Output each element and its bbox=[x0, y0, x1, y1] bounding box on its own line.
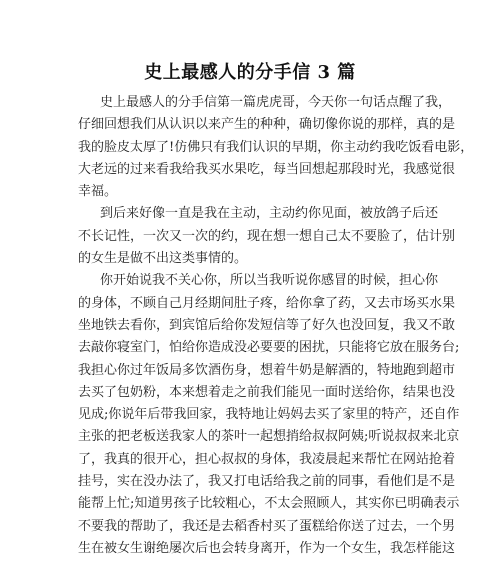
text-line: 坐地铁去看你，到宾馆后给你发短信等了好久也没回复，我又不敢 bbox=[78, 317, 456, 333]
text-line: 不要我的帮助了，我还是去稻香村买了蛋糕给你送了过去，一个男 bbox=[78, 518, 456, 534]
text-line: 见成;你说年后带我回家，我特地让妈妈去买了家里的特产，还自作 bbox=[78, 407, 460, 423]
document-body bbox=[78, 92, 474, 560]
text-line: 去敲你寝室门，怕给你造成没必要要的困扰，只能将它放在服务台; bbox=[78, 340, 460, 356]
paragraph-3 bbox=[78, 270, 460, 560]
text-line: 大老远的过来看我给我买水果吃，每当回想起那段时光，我感觉很 bbox=[78, 161, 456, 177]
text-line: 幸福。 bbox=[78, 184, 118, 200]
text-line: 挂号，实在没办法了，我又打电话给我之前的同事，看他们是不是 bbox=[78, 474, 456, 490]
text-line: 我的脸皮太厚了!仿佛只有我们认识的早期，你主动约我吃饭看电影， bbox=[78, 139, 474, 155]
text-line: 了，我真的很开心，担心叔叔的身体，我凌晨起来帮忙在网站抢着 bbox=[78, 451, 456, 467]
text-line: 生在被女生谢绝屡次后也会转身离开，作为一个女生，我怎样能这 bbox=[78, 540, 456, 556]
text-line: 主张的把老板送我家人的茶叶一起想捎给叔叔阿姨;听说叔叔来北京 bbox=[78, 429, 460, 445]
text-line: 能帮上忙;知道男孩子比较粗心，不太会照顾人，其实你已明确表示 bbox=[78, 496, 460, 512]
text-line: 你开始说我不关心你，所以当我听说你感冒的时候，担心你 bbox=[100, 273, 439, 289]
paragraph-1 bbox=[78, 92, 474, 203]
text-line: 到后来好像一直是我在主动，主动约你见面，被放鸽子后还 bbox=[100, 206, 439, 222]
paragraph-2 bbox=[78, 203, 456, 270]
text-line: 不长记性，一次又一次的约，现在想一想自己太不要脸了，估计别 bbox=[78, 228, 456, 244]
text-line: 的身体，不顾自己月经期间肚子疼，给你拿了药，又去市场买水果 bbox=[78, 295, 456, 311]
text-line: 去买了包奶粉，本来想着走之前我们能见一面时送给你，结果也没 bbox=[78, 384, 456, 400]
text-line: 我担心你过年饭局多饮酒伤身，想着牛奶是解酒的，特地跑到超市 bbox=[78, 362, 456, 378]
text-line: 仔细回想我们从认识以来产生的种种，确切像你说的那样，真的是 bbox=[78, 117, 456, 133]
text-line: 史上最感人的分手信第一篇虎虎哥，今天你一句话点醒了我， bbox=[100, 95, 452, 110]
document-title: 史上最感人的分手信 3 篇 bbox=[144, 62, 356, 83]
text-line: 的女生是做不出这类事情的。 bbox=[78, 251, 248, 267]
